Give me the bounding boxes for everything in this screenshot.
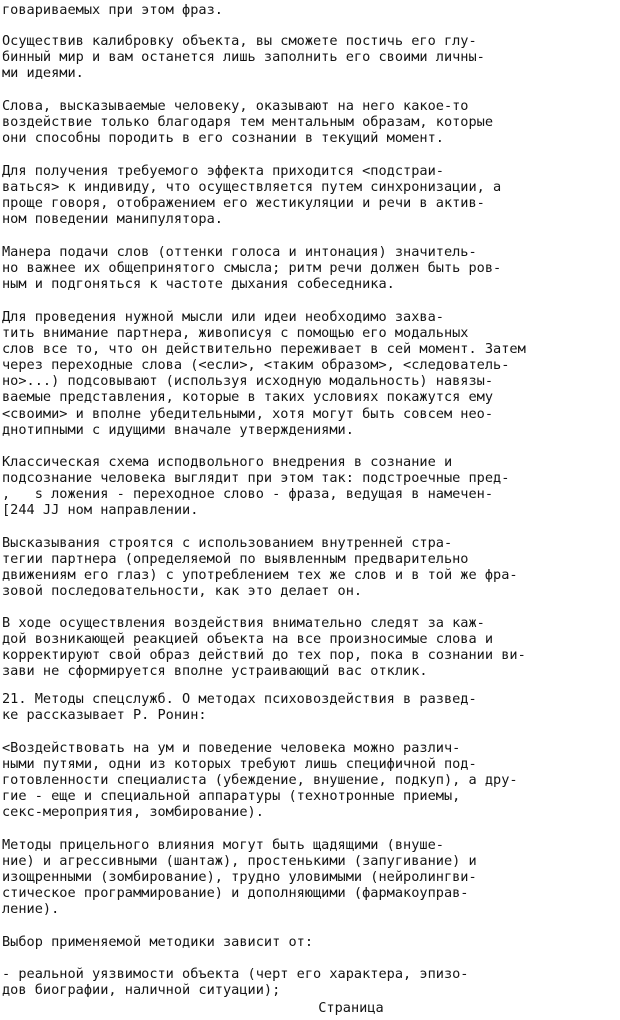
paragraph — [2, 454, 509, 518]
paragraph — [2, 33, 485, 81]
text-line: Для получения требуемого эффекта приходится <подстраи- — [2, 163, 444, 179]
paragraph — [2, 98, 493, 146]
paragraph — [2, 837, 477, 917]
paragraph — [2, 535, 518, 599]
paragraph — [2, 615, 526, 679]
text-line: движениям его глаз) с употреблением тех же слов и в той же фра- — [2, 567, 518, 584]
text-line: готовленности специалиста (убеждение, внушение, подкуп), а дру- — [2, 772, 518, 789]
text-line: днотипными с идущими вначале утверждениями. — [2, 421, 354, 438]
paragraph — [2, 244, 501, 292]
paragraph — [2, 2, 223, 18]
text-line: ление). — [2, 901, 60, 918]
text-line: <Воздействовать на ум и поведение человека можно различ- — [2, 740, 461, 756]
text-line: через переходные слова (<если>, <таким образом>, <следователь- — [2, 357, 510, 374]
text-line: ние) и агрессивными (шантаж), простенькими (запугивание) и — [2, 853, 477, 870]
text-line: В ходе осуществления воздействия внимательно следят за каж- — [2, 615, 485, 631]
text-line: ке рассказывает Р. Ронин: — [2, 707, 207, 724]
text-line: тегии партнера (определяемой по выявленным предварительно — [2, 551, 469, 568]
text-line: Осуществив калибровку объекта, вы сможете постичь его глу- — [2, 33, 477, 49]
text-line: секс-мероприятия, зомбирование). — [2, 804, 264, 821]
text-line: Методы прицельного влияния могут быть щадящими (внуше- — [2, 837, 444, 853]
text-line: но>...) подсовывают (используя исходную модальность) навязы- — [2, 373, 494, 390]
text-line: но важнее их общепринятого смысла; ритм речи должен быть ров- — [2, 260, 502, 277]
text-line: Выбор применяемой методики зависит от: — [2, 934, 313, 950]
text-line: Слова, высказываемые человеку, оказывают на него какое-то — [2, 98, 469, 114]
text-line: ваться> к индивиду, что осуществляется путем синхронизации, а — [2, 179, 502, 196]
text-line: стическое программирование) и дополняющими (фармакоуправ- — [2, 885, 469, 902]
text-line: , s ложения - переходное слово - фраза, ведущая в намечен- — [2, 486, 494, 503]
text-line: дов биографии, наличной ситуации); — [2, 982, 281, 999]
paragraph — [2, 966, 469, 998]
text-line: гие - еще и специальной аппаратуры (технотронные приемы, — [2, 788, 461, 805]
text-line: Для проведения нужной мысли или идеи необходимо захва- — [2, 309, 444, 325]
text-line: воздействие только благодаря тем ментальным образам, которые — [2, 114, 494, 131]
text-line: <своими> и вполне убедительными, хотя могут быть совсем нео- — [2, 405, 494, 422]
text-line: ными путями, одни из которых требуют лишь специфичной под- — [2, 756, 477, 773]
paragraph — [2, 163, 501, 227]
text-line: ми идеями. — [2, 65, 84, 82]
text-line: тить внимание партнера, живописуя с помощью его модальных — [2, 325, 469, 342]
text-line: корректируют свой образ действий до тех пор, пока в сознании ви- — [2, 647, 526, 664]
text-line: ном поведении манипулятора. — [2, 211, 223, 228]
text-line: Высказывания строятся с использованием внутренней стра- — [2, 535, 453, 551]
text-line: 21. Методы спецслужб. О методах психовоздействия в развед- — [2, 691, 477, 707]
text-line: они способны породить в его сознании в текущий момент. — [2, 130, 444, 147]
text-line: подсознание человека выглядит при этом так: подстроечные пред- — [2, 470, 510, 487]
text-line: [244 JJ ном направлении. — [2, 502, 199, 519]
paragraph — [2, 691, 477, 723]
text-line: Классическая схема исподвольного внедрения в сознание и — [2, 454, 453, 470]
text-line: проще говоря, отображением его жестикуляции и речи в актив- — [2, 195, 485, 212]
paragraph — [2, 740, 518, 820]
text-line: дой возникающей реакцией объекта на все произносимые слова и — [2, 631, 494, 648]
text-line: бинный мир и вам останется лишь заполнить его своими личны- — [2, 49, 485, 66]
text-line: ным и подгоняться к частоте дыхания собеседника. — [2, 276, 395, 293]
text-line: изощренными (зомбирование), трудно уловимыми (нейролингви- — [2, 869, 477, 886]
text-line: слов все то, что он действительно переживает в сей момент. Затем — [2, 341, 526, 358]
paragraph — [2, 934, 313, 950]
text-line: говариваемых при этом фраз. — [2, 2, 223, 18]
text-line: зави не сформируется вполне устраивающий вас отклик. — [2, 663, 428, 680]
page-footer: Страница — [318, 1000, 384, 1016]
text-line: - реальной уязвимости объекта (черт его характера, эпизо- — [2, 966, 469, 982]
text-line: зовой последовательности, как это делает он. — [2, 583, 363, 600]
text-line: ваемые представления, которые в таких условиях покажутся ему — [2, 389, 494, 406]
text-line: Манера подачи слов (оттенки голоса и интонация) значитель- — [2, 244, 477, 260]
paragraph — [2, 309, 526, 438]
